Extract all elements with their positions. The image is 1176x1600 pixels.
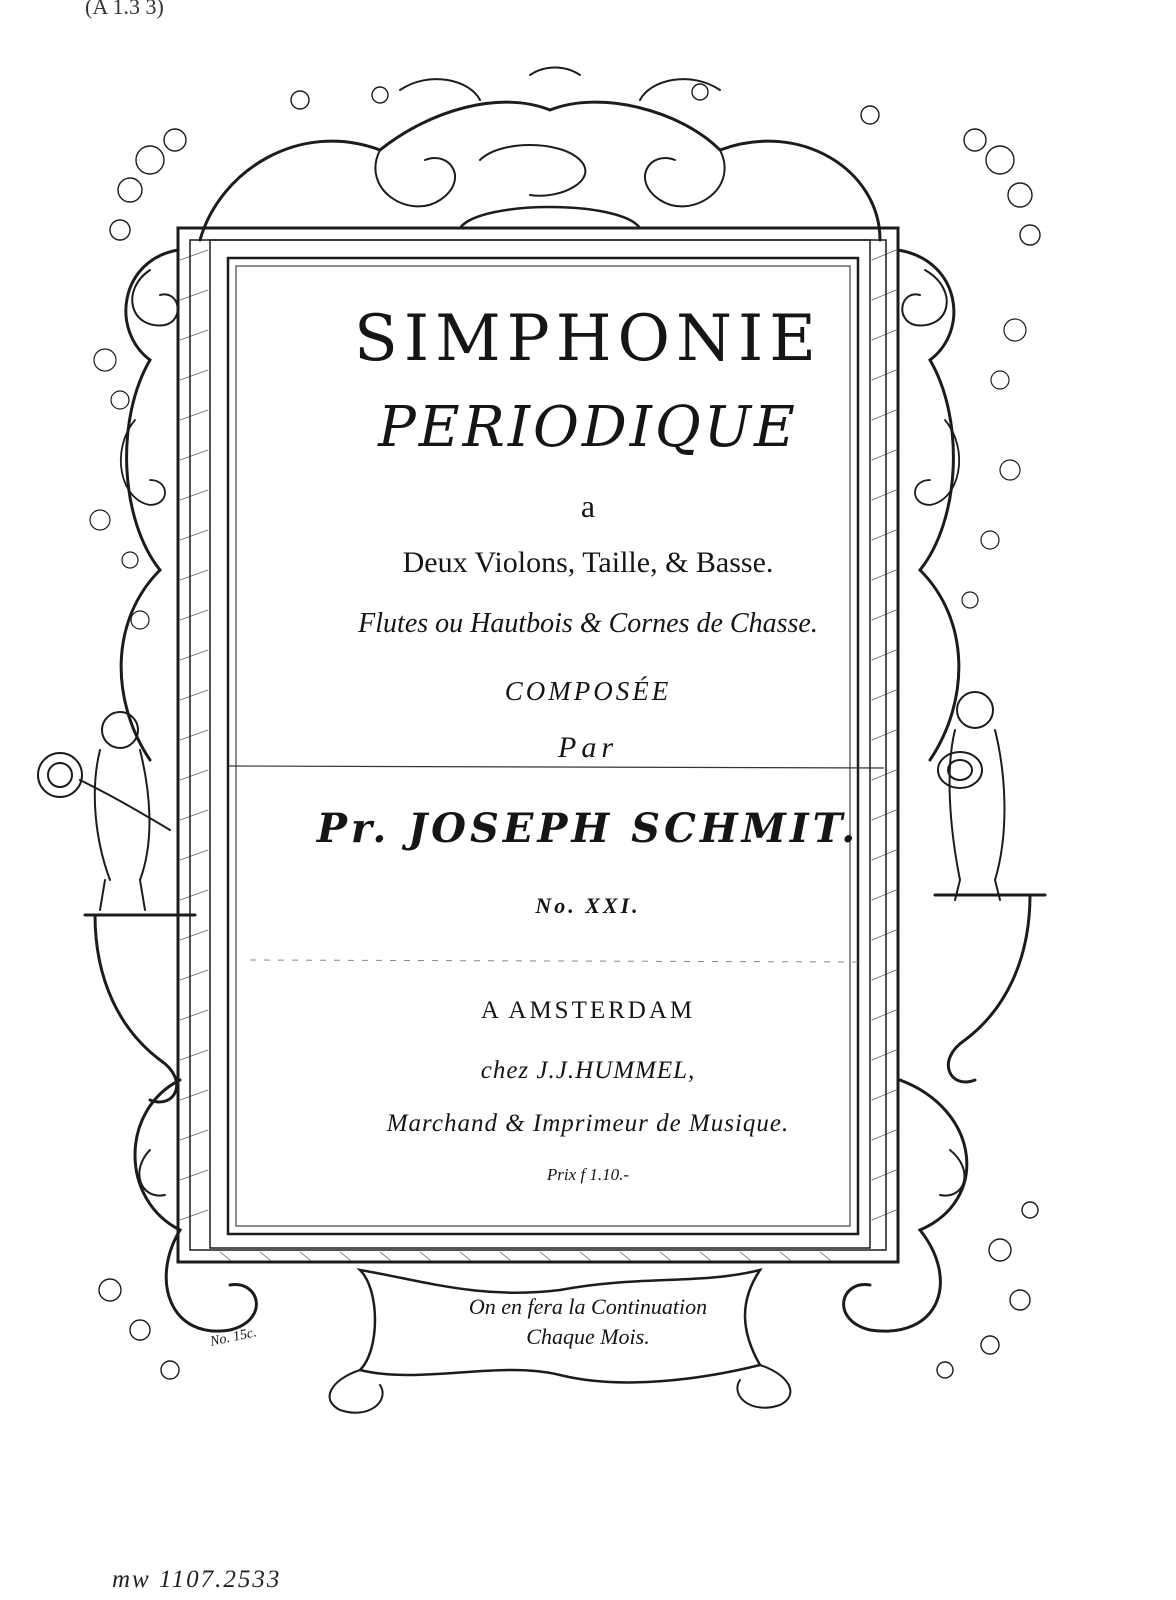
composee-label: COMPOSÉE bbox=[504, 676, 672, 706]
plate-number: No. 15c. bbox=[208, 1325, 259, 1350]
title: SIMPHONIE bbox=[354, 302, 822, 376]
instrumentation: Deux Violons, Taille, & Basse. bbox=[402, 546, 774, 579]
right-bracket bbox=[935, 895, 1045, 1082]
faint-rule-2 bbox=[250, 960, 860, 962]
shelfmark: mw 1107.2533 bbox=[112, 1566, 282, 1593]
wind-instrumentation: Flutes ou Hautbois & Cornes de Chasse. bbox=[358, 608, 818, 639]
corner-library-mark: (A 1.3 3) bbox=[85, 0, 164, 19]
subtitle: PERIODIQUE bbox=[378, 395, 798, 460]
publisher-trade: Marchand & Imprimeur de Musique. bbox=[386, 1110, 790, 1137]
price: Prix f 1.10.- bbox=[546, 1165, 630, 1184]
par-label: Par bbox=[558, 731, 618, 764]
cartouche-line-1: On en fera la Continuation bbox=[468, 1294, 708, 1319]
place-of-publication: A AMSTERDAM bbox=[480, 997, 696, 1024]
publisher-name: chez J.J.HUMMEL, bbox=[480, 1057, 696, 1084]
work-number: No. XXI. bbox=[535, 893, 641, 918]
connector-a: a bbox=[580, 488, 596, 524]
composer-name: Pr. JOSEPH SCHMIT. bbox=[316, 805, 860, 852]
top-cresting bbox=[200, 102, 880, 240]
faint-rule bbox=[228, 766, 884, 768]
cartouche-line-2: Chaque Mois. bbox=[526, 1324, 650, 1349]
foliage-top bbox=[110, 84, 1040, 245]
